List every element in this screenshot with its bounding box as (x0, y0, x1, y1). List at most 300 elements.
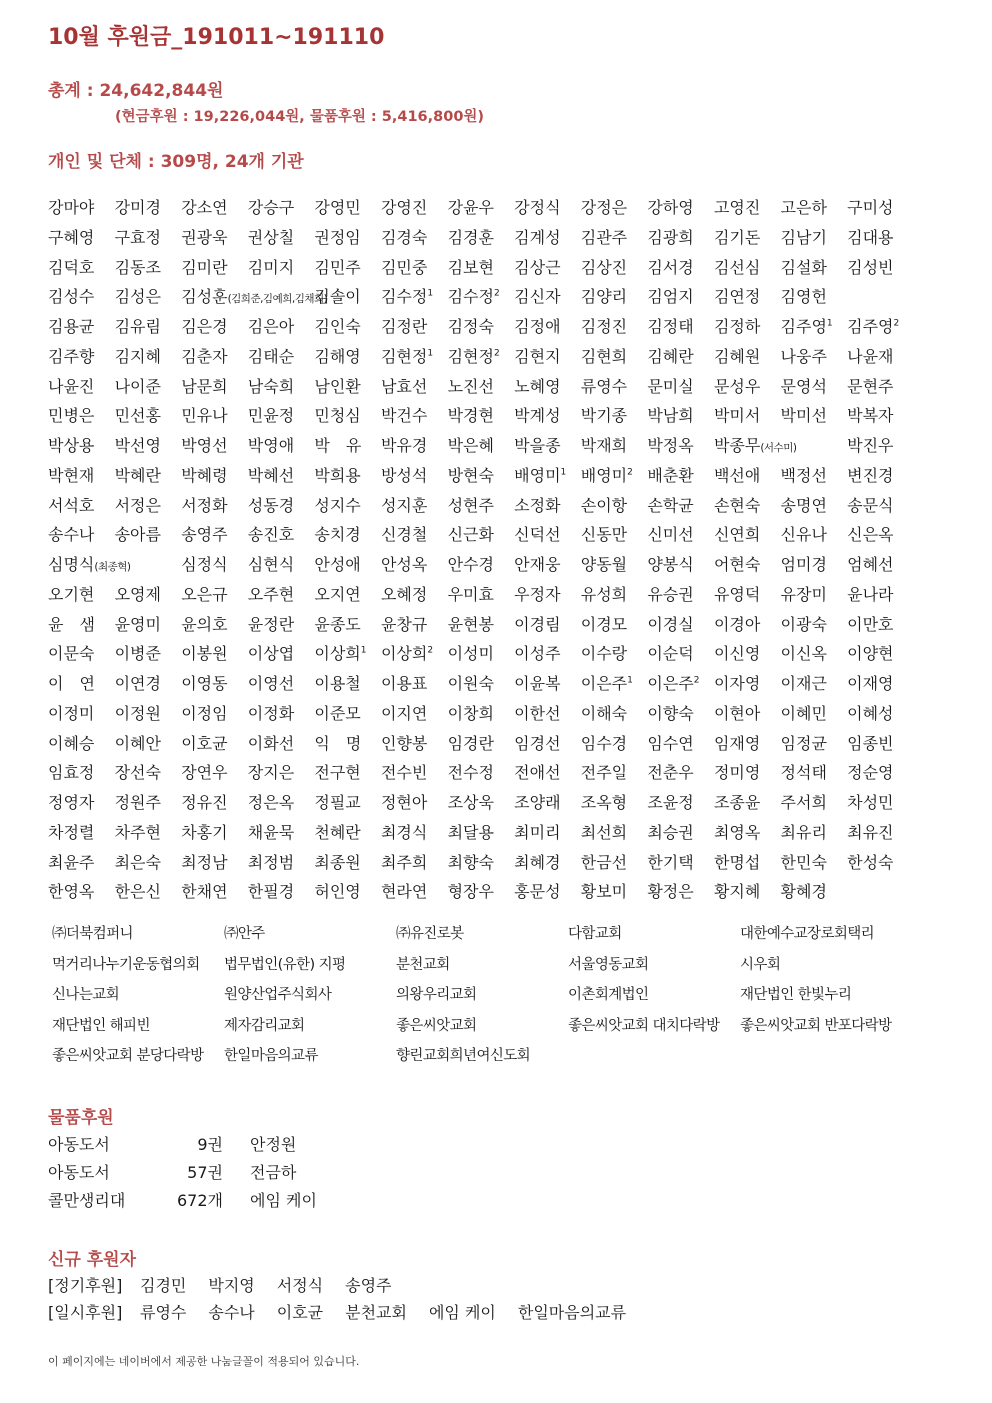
new-donors-heading: 신규 후원자 (48, 1250, 137, 1270)
donor-name (581, 523, 648, 547)
donor-name-text: 오혜정 (380, 584, 428, 604)
donor-name (314, 375, 381, 399)
donor-name-text: 차주현 (114, 822, 161, 842)
donor-name-text: 김미란 (181, 257, 228, 277)
donor-name (647, 256, 714, 280)
donor-name-text: 김현지 (514, 346, 561, 366)
donor-name-text: 최혜경 (514, 852, 561, 872)
donor-name (248, 315, 315, 339)
new-donor-name: 에임 케이 (428, 1303, 496, 1322)
donor-name-text: 엄미경 (780, 555, 827, 574)
donor-name-text: 박현재 (48, 465, 95, 485)
donor-name-text: 권정임 (314, 227, 361, 247)
donor-name (48, 851, 115, 875)
donor-name-text: 노혜영 (514, 376, 561, 396)
individual-donor-list (48, 196, 928, 910)
organization-name: 제자감리교회 (224, 1017, 305, 1034)
donor-name (514, 404, 581, 428)
donor-name (181, 375, 248, 399)
donor-name-text: 김민중 (380, 257, 428, 277)
donor-name-text: 이혜민 (780, 703, 827, 723)
name-row (48, 851, 928, 881)
donor-name-text: 김수정 (380, 287, 428, 307)
donor-name-text: 안수경 (447, 555, 494, 574)
donor-name-text: 조상욱 (447, 793, 494, 812)
donor-name (847, 732, 914, 756)
donor-name-index: 1 (627, 675, 633, 686)
donor-name-text: 변진경 (847, 465, 894, 485)
donor-name-text: 고은하 (780, 198, 827, 217)
org-row (52, 984, 932, 1015)
donor-name-text: 홍문성 (514, 882, 561, 902)
donor-name (48, 464, 115, 488)
donor-name-text: 김성은 (114, 287, 161, 307)
donor-name (314, 404, 381, 428)
donor-name-text: 구미성 (847, 198, 894, 217)
donor-name-text: 성지훈 (380, 495, 428, 515)
donor-name-text: 이재근 (780, 674, 827, 693)
donor-name (48, 880, 115, 904)
donor-name-text: 박계성 (514, 406, 561, 426)
donor-name (181, 523, 248, 547)
donor-name (381, 375, 448, 399)
donor-name (48, 732, 115, 756)
donor-name-index: 1 (360, 645, 367, 656)
donor-name-text: 이준모 (314, 703, 361, 723)
donor-name-text: 이문숙 (48, 644, 95, 664)
donor-name (581, 761, 648, 785)
donor-name-text: 황보미 (580, 882, 628, 902)
donor-name-text: 윤영미 (114, 614, 161, 634)
donor-name (781, 553, 848, 577)
donor-name-text: 백정선 (780, 465, 827, 485)
donor-name (781, 642, 848, 666)
donor-name (115, 851, 182, 875)
donor-name-text: 최유진 (847, 822, 894, 842)
donor-name (714, 791, 781, 815)
donor-name (381, 791, 448, 815)
donor-name (381, 553, 448, 577)
donor-name (448, 434, 515, 458)
donor-name (115, 613, 182, 637)
donor-name (448, 821, 515, 845)
org-row (52, 1015, 932, 1046)
organization-name: 좋은씨앗교회 대치다락방 (568, 1017, 720, 1034)
donor-name-text: 이화선 (247, 733, 295, 753)
donor-name-text: 민유나 (181, 406, 228, 426)
donor-name-text: 안재웅 (514, 555, 561, 574)
donor-name (647, 464, 714, 488)
donor-name (781, 702, 848, 726)
goods-row (48, 1133, 317, 1161)
donor-name (48, 375, 115, 399)
donor-name-text: 김해영 (314, 346, 361, 366)
donor-name (248, 791, 315, 815)
donor-name-text: 전수정 (447, 763, 494, 783)
donor-name-index: 2 (893, 318, 900, 329)
donor-name-index: 2 (427, 645, 434, 656)
donor-name-text: 이상희 (314, 644, 361, 664)
donor-name-text: 양봉식 (647, 555, 694, 574)
name-row (48, 404, 928, 434)
donor-name (647, 345, 714, 369)
total-amount: 총계 : 24,642,844원 (48, 81, 224, 101)
donor-name-text: 박선영 (114, 436, 161, 455)
donor-name (115, 702, 182, 726)
goods-donor: 전금하 (250, 1163, 297, 1182)
donor-name (381, 226, 448, 250)
donor-name (314, 732, 381, 756)
donor-name (314, 494, 381, 518)
organization-name: 의왕우리교회 (396, 987, 477, 1003)
new-donors-list (48, 1274, 648, 1328)
donor-name-text: 조종윤 (713, 793, 761, 812)
organization-name: 신나는교회 (52, 987, 120, 1003)
donor-name (314, 315, 381, 339)
donor-name-text: 이해숙 (580, 703, 628, 723)
donor-name-text: 한채연 (181, 882, 228, 902)
donor-name (647, 732, 714, 756)
donor-name-text: 안성옥 (380, 555, 428, 574)
donor-name-text: 이용철 (314, 674, 361, 693)
donor-name-text: 최경식 (380, 822, 428, 842)
donor-name (448, 256, 515, 280)
donor-name-text: 송진호 (247, 525, 295, 545)
new-donor-name: 류영수 (140, 1303, 187, 1322)
donor-name (847, 702, 914, 726)
donor-name (514, 613, 581, 637)
donor-name-text: 이성미 (447, 644, 494, 664)
donor-name-text: 이경아 (713, 614, 761, 634)
donor-name-text: 이 연 (48, 674, 95, 693)
donor-name-text: 민병은 (48, 406, 95, 426)
donor-name (647, 434, 714, 458)
donor-name-index: 2 (693, 675, 700, 686)
name-row (48, 434, 928, 464)
donor-name (714, 345, 781, 369)
donor-name-text: 배춘환 (647, 465, 694, 485)
donor-name (448, 375, 515, 399)
donor-name (714, 851, 781, 875)
donor-name-index: 1 (826, 318, 833, 329)
donor-name (381, 851, 448, 875)
donor-name (781, 464, 848, 488)
organization-donor-list (52, 923, 932, 1076)
goods-donor: 안정원 (250, 1135, 297, 1154)
donor-name (181, 345, 248, 369)
donor-name-text: 신유나 (780, 525, 827, 545)
donor-name (781, 285, 848, 309)
donor-name-text: 인향봉 (380, 733, 428, 753)
donor-name-text: 방현숙 (447, 465, 494, 485)
donor-name (714, 434, 847, 460)
donor-name (581, 315, 648, 339)
donor-name (314, 761, 381, 785)
donor-name-text: 송치경 (314, 525, 361, 545)
donor-name (248, 732, 315, 756)
organization-name: ㈜더북컴퍼니 (52, 926, 133, 942)
donor-name (448, 345, 515, 369)
donor-name (381, 434, 448, 458)
donor-name-text: 전춘우 (647, 763, 694, 783)
donor-name-text: 권상칠 (247, 227, 295, 247)
donor-name (248, 583, 315, 607)
donor-name (314, 642, 381, 666)
donor-name (581, 553, 648, 577)
donor-name (781, 613, 848, 637)
donor-name (448, 613, 515, 637)
donor-name (647, 613, 714, 637)
donor-name-text: 박재희 (580, 436, 628, 455)
donor-name (714, 702, 781, 726)
donor-name-text: 장선숙 (114, 763, 161, 783)
donor-name-text: 최승권 (647, 822, 694, 842)
donor-name-text: 이성주 (514, 644, 561, 664)
donor-name-text: 최미리 (514, 822, 561, 842)
donor-name-text: 정은옥 (247, 793, 295, 812)
donor-name (48, 494, 115, 518)
donor-name-text: 민청심 (314, 406, 361, 426)
donor-name-text: 이재영 (847, 674, 894, 693)
donor-name (381, 672, 448, 696)
donor-name (581, 791, 648, 815)
name-row (48, 226, 928, 256)
donor-name (448, 761, 515, 785)
donor-name (647, 880, 714, 904)
donor-name (248, 523, 315, 547)
donor-name-text: 김선심 (713, 257, 761, 277)
donor-name-text: 이연경 (114, 674, 161, 693)
donor-name-text: 나윤진 (48, 376, 95, 396)
new-donor-name: 서정식 (276, 1276, 324, 1295)
donor-name (248, 880, 315, 904)
donor-name-text: 박혜란 (114, 465, 161, 485)
donor-name-text: 황혜경 (780, 882, 827, 902)
donor-name-text: 이양현 (847, 644, 894, 664)
donor-name-text: 이한선 (514, 703, 561, 723)
donor-name (647, 702, 714, 726)
donor-name (381, 732, 448, 756)
donor-name (714, 672, 781, 696)
donor-name (448, 315, 515, 339)
donor-name-text: 최윤주 (48, 852, 95, 872)
donor-name-text: 박영선 (181, 436, 228, 455)
donor-name (48, 256, 115, 280)
donor-name (314, 851, 381, 875)
donor-name (248, 196, 315, 220)
donor-name-text: 현라연 (380, 882, 428, 902)
new-donor-name: 박지영 (208, 1276, 255, 1295)
donor-name (847, 494, 914, 518)
donor-name-text: 이정화 (247, 703, 295, 723)
donor-name-text: 나윤재 (847, 346, 894, 366)
donor-name (847, 821, 914, 845)
donor-name (115, 791, 182, 815)
donor-name-text: 김주영 (847, 317, 894, 336)
donor-name (448, 672, 515, 696)
donor-name-text: 김용균 (48, 317, 95, 336)
donor-name-index: 1 (560, 467, 567, 478)
donor-name (181, 196, 248, 220)
donor-name (647, 821, 714, 845)
donor-name-text: 이정미 (48, 703, 95, 723)
donor-name (181, 434, 248, 458)
donor-name-text: 김남기 (780, 227, 827, 247)
name-row (48, 553, 928, 583)
donor-name (847, 523, 914, 547)
donor-name-text: 구혜영 (48, 227, 95, 247)
donor-name-text: 이경모 (580, 614, 628, 634)
donor-name (314, 880, 381, 904)
donor-name (381, 464, 448, 488)
donor-name (448, 523, 515, 547)
donor-name (448, 702, 515, 726)
name-row (48, 583, 928, 613)
goods-donation-list (48, 1133, 317, 1217)
donor-name (381, 315, 448, 339)
donor-name-text: 신동만 (580, 525, 628, 545)
donor-name-text: 박희용 (314, 465, 361, 485)
donor-name (714, 494, 781, 518)
donor-name (248, 642, 315, 666)
donor-name (314, 523, 381, 547)
organization-name: 향린교회희년여신도회 (396, 1048, 531, 1064)
donor-name (647, 315, 714, 339)
donor-name-text: 이원숙 (447, 674, 494, 693)
donor-name (448, 196, 515, 220)
name-row (48, 315, 928, 345)
donor-name (514, 196, 581, 220)
donor-name-text: 한성숙 (847, 852, 894, 872)
page-title: 10월 후원금_191011~191110 (48, 25, 385, 50)
donor-name-text: 최정범 (247, 852, 295, 872)
donor-name-text: 허인영 (314, 882, 361, 902)
donor-name-text: 임수경 (580, 733, 628, 753)
donor-name-text: 김정진 (580, 317, 628, 336)
donor-name-note: (서수미) (760, 442, 797, 454)
goods-item: 콜만생리대 (48, 1191, 126, 1210)
donor-name-text: 문미실 (647, 376, 694, 396)
donor-name (115, 732, 182, 756)
organization-name: 좋은씨앗교회 반포다락방 (740, 1017, 892, 1034)
donor-name (448, 553, 515, 577)
donor-name-note: (최종혁) (94, 561, 131, 573)
donor-name-text: 김현희 (580, 346, 628, 366)
donor-name (647, 226, 714, 250)
donor-name-text: 최영옥 (713, 822, 761, 842)
donor-name (647, 672, 714, 696)
donor-name-text: 소정화 (514, 495, 561, 515)
donor-name-text: 유영덕 (713, 584, 761, 604)
donor-name-text: 송명연 (780, 495, 827, 515)
donor-name (48, 553, 181, 579)
donor-name (514, 732, 581, 756)
donor-name-text: 임종빈 (847, 733, 894, 753)
donor-name-text: 남문희 (181, 376, 228, 396)
donor-name-text: 윤나라 (847, 584, 894, 604)
donor-name (115, 375, 182, 399)
donor-name (314, 434, 381, 458)
donor-name (248, 375, 315, 399)
donor-name-text: 전수빈 (380, 763, 428, 783)
donor-name-text: 이윤복 (514, 674, 561, 693)
donor-name-text: 김혜란 (647, 346, 694, 366)
donor-name (181, 464, 248, 488)
donor-name (781, 672, 848, 696)
donor-name-text: 정석태 (780, 763, 827, 783)
donor-name (781, 375, 848, 399)
donor-name-text: 김정하 (713, 317, 761, 336)
donor-name-text: 김계성 (514, 227, 561, 247)
donor-name-text: 백선애 (713, 465, 761, 485)
donor-name (448, 791, 515, 815)
donor-name-text: 고영진 (713, 198, 761, 217)
donor-name (248, 613, 315, 637)
donor-name (647, 851, 714, 875)
donor-name (647, 494, 714, 518)
donor-name-text: 김태순 (247, 346, 295, 366)
donor-name (581, 434, 648, 458)
donor-name-text: 최유리 (780, 822, 827, 842)
donor-name (647, 583, 714, 607)
donor-name-text: 이지연 (380, 703, 428, 723)
donor-name (48, 315, 115, 339)
donor-name-text: 김신자 (514, 287, 561, 307)
donor-name (248, 821, 315, 845)
donor-name (847, 672, 914, 696)
donor-name-text: 김성수 (48, 287, 95, 307)
donor-name-index: 1 (427, 288, 434, 299)
donor-name (847, 791, 914, 815)
donor-name (514, 226, 581, 250)
donor-name-text: 오주현 (247, 584, 295, 604)
donor-name-text: 김수정 (447, 287, 494, 307)
donor-name-text: 이상엽 (247, 644, 295, 664)
name-row (48, 672, 928, 702)
donor-name (448, 464, 515, 488)
donor-name-text: 박기종 (580, 406, 628, 426)
donor-name-text: 이순덕 (647, 644, 694, 664)
donor-name-text: 우미효 (447, 584, 494, 604)
organization-name: 서울영동교회 (568, 956, 649, 973)
donor-name (115, 256, 182, 280)
donor-name (48, 761, 115, 785)
donor-name-text: 이정임 (181, 703, 228, 723)
goods-quantity: 57권 (187, 1163, 223, 1182)
donor-name-text: 김정란 (380, 317, 428, 336)
donor-name-text: 박상용 (48, 436, 95, 455)
goods-donor: 에임 케이 (250, 1191, 317, 1210)
donor-name-text: 이현아 (713, 703, 761, 723)
donor-name (248, 851, 315, 875)
donor-name-text: 김덕호 (48, 257, 95, 277)
donor-name (248, 553, 315, 577)
organization-name: 다함교회 (568, 926, 622, 942)
donor-name-text: 박은혜 (447, 436, 494, 455)
donor-name-text: 김양리 (580, 287, 628, 307)
donor-name-text: 차성민 (847, 793, 894, 812)
donor-name (514, 791, 581, 815)
donor-name-text: 유승권 (647, 584, 694, 604)
donor-name-text: 나웅주 (780, 346, 827, 366)
donor-name (115, 285, 182, 309)
new-donor-name: 한일마음의교류 (517, 1303, 627, 1322)
donor-name (714, 553, 781, 577)
donor-name-text: 정원주 (114, 793, 161, 812)
donor-name-text: 윤현봉 (447, 614, 494, 634)
donor-name (847, 464, 914, 488)
donor-name (314, 791, 381, 815)
